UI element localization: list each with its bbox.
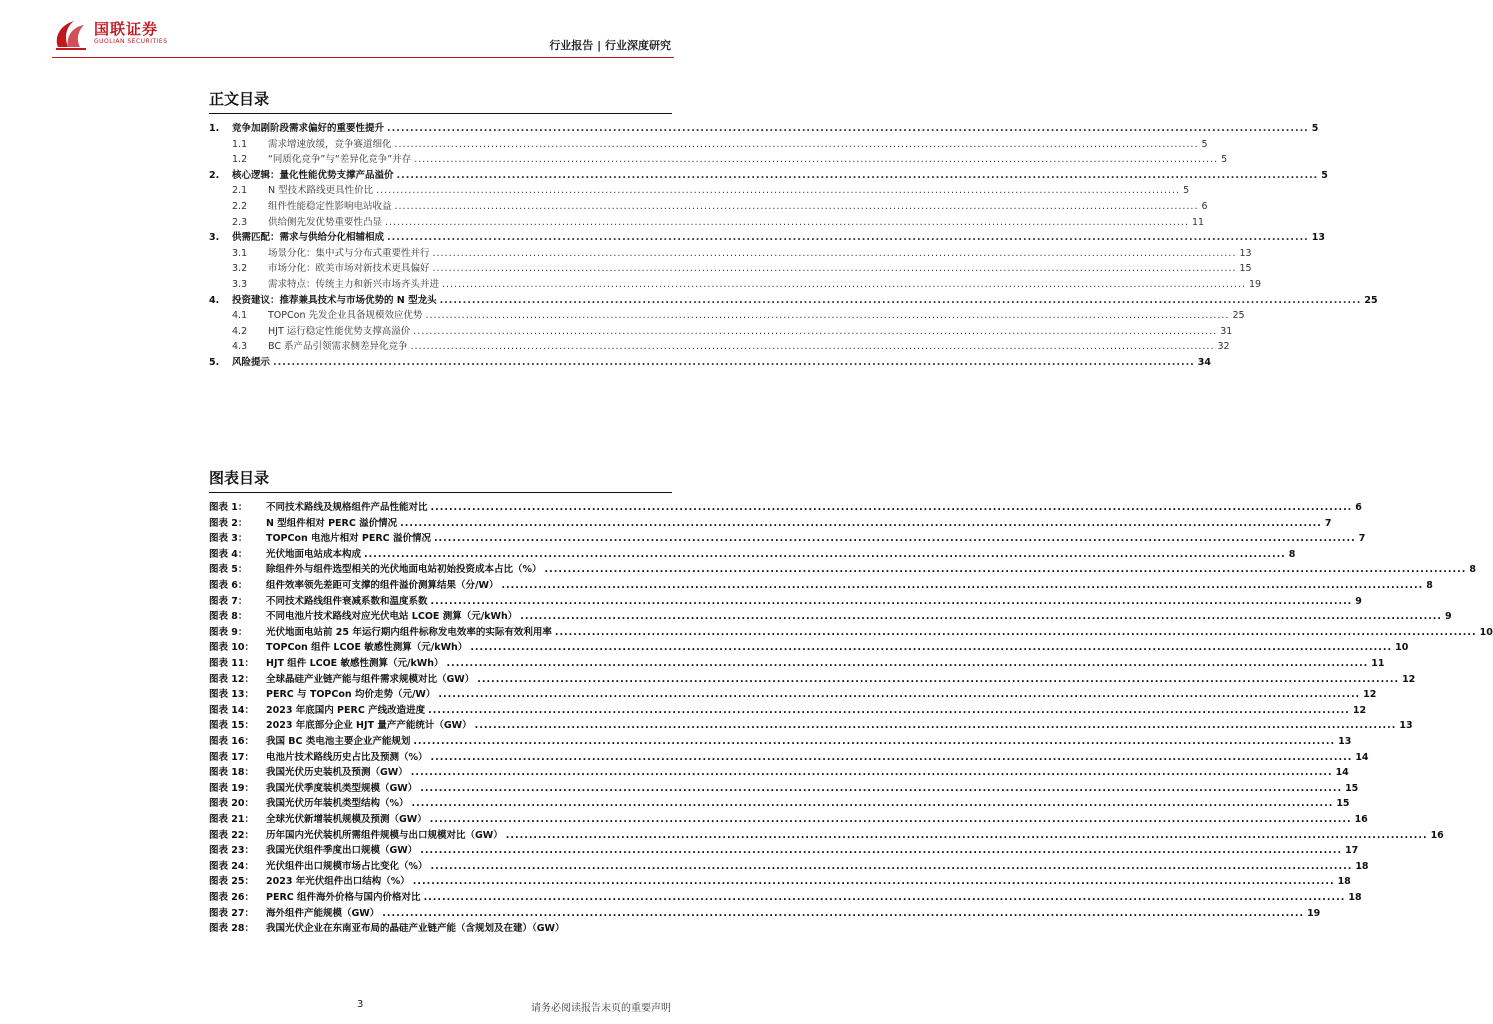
figure-entry[interactable] [209,609,1452,625]
dot-leader: ........................................................................................................................................................................................................ [420,845,1343,857]
toc-entry-page: 25 [1364,294,1378,306]
toc-entry-page: 11 [1191,216,1205,228]
figure-entry-number: 图表 18： [209,767,255,779]
figure-entry[interactable] [209,906,1321,922]
figure-entry-label: 2023 年底国内 PERC 产线改造进度 [266,704,426,716]
figure-entry-label: 光伏地面电站前 25 年运行期内组件标称发电效率的实际有效利用率 [266,626,552,638]
dot-leader: ........................................................................................................................................................................................................ [414,154,1219,166]
toc-entry[interactable] [232,152,1228,168]
figure-entry[interactable] [209,843,1359,859]
figure-entry[interactable] [209,750,1369,766]
toc-entry-number: 3. [209,232,220,244]
dot-leader: ........................................................................................................................................................................................................ [410,767,1333,779]
toc-entry-page: 31 [1220,325,1233,337]
toc-entry[interactable] [232,339,1230,355]
toc-entry[interactable] [232,199,1208,215]
figure-entry-label: 我国光伏组件季度出口规模（GW） [266,845,418,857]
figure-entry-label: 不同电池片技术路线对应光伏电站 LCOE 测算（元/kWh） [266,611,518,623]
figure-entry[interactable] [209,718,1413,734]
figure-entry[interactable] [209,672,1416,688]
figure-entry[interactable] [209,703,1367,719]
figure-entry-number: 图表 22： [209,829,255,841]
figure-entry-page: 18 [1355,860,1369,872]
figure-entry-number: 图表 13： [209,689,255,701]
toc-entry-page: 5 [1321,169,1328,181]
figures-title-rule [209,492,672,493]
dot-leader: ........................................................................................................................................................................................................ [520,611,1443,623]
figure-entry-page: 19 [1307,907,1321,919]
toc-entry-page: 13 [1311,232,1326,244]
figure-entry[interactable] [209,625,1493,641]
dot-leader: ........................................................................................................................................................................................................ [430,595,1353,607]
figure-entry-page: 9 [1355,595,1362,607]
header-divider [52,57,674,58]
toc-entry-number: 2. [209,169,220,181]
toc-entry[interactable] [232,246,1252,262]
figure-entry-number: 图表 1： [209,502,248,513]
figure-entry[interactable] [209,578,1433,594]
toc-entry-number: 1.2 [232,154,248,166]
figure-entry-number: 图表 5： [209,564,248,576]
figure-entry-label: 光伏地面电站成本构成 [266,548,362,560]
figure-entry-number: 图表 16： [209,736,255,747]
figure-entry-number: 图表 8： [209,611,248,623]
dot-leader: ........................................................................................................................................................................................................ [411,798,1334,810]
dot-leader: ........................................................................................................................................................................................................ [501,580,1424,591]
figure-entry-label: 我国光伏企业在东南亚布局的晶硅产业链产能（含规划及在建）（GW） [266,923,565,935]
figure-entry-label: 2023 年底部分企业 HJT 量产产能统计（GW） [266,720,472,732]
toc-entry-page: 5 [1201,138,1208,150]
figure-entry[interactable] [209,640,1409,656]
figure-entry-label: 不同技术路线组件衰减系数和温度系数 [266,595,428,607]
toc-entry-number: 4.2 [232,325,248,337]
dot-leader: ........................................................................................................................................................................................................ [423,892,1346,903]
figure-entry-label: 组件效率领先差距可支撑的组件溢价测算结果（分/W） [266,580,499,591]
figure-entry-page: 15 [1345,782,1359,794]
figure-entry-number: 图表 20： [209,798,255,810]
figure-entry-page: 8 [1469,564,1476,576]
figure-entry-page: 6 [1355,502,1362,513]
figure-entry-page: 10 [1395,642,1409,654]
figure-entry-page: 16 [1430,829,1444,841]
figure-entry[interactable] [209,890,1362,906]
figure-entry-page: 15 [1336,798,1350,810]
figure-entry[interactable] [209,828,1444,844]
figure-entry-label: 电池片技术路线历史占比及预测（%） [266,751,428,763]
toc-entry-label: 供给侧先发优势重要性凸显 [268,216,383,228]
figure-entry-page: 13 [1399,720,1413,732]
toc-entry-label: “同质化竞争”与“差异化竞争”并存 [268,154,412,166]
toc-entry-label: HJT 运行稳定性能优势支撑高溢价 [268,325,411,337]
dot-leader: ........................................................................................................................................................................................................ [430,860,1353,872]
toc-entry[interactable] [232,277,1262,293]
dot-leader: ........................................................................................................................................................................................................ [477,673,1400,685]
figure-entry-label: 2023 年光伏组件出口结构（%） [266,876,410,888]
dot-leader: ........................................................................................................................................................................................................ [442,279,1246,290]
figure-entry-page: 8 [1288,548,1296,560]
figure-entry-page: 7 [1358,533,1366,545]
figure-entry-label: 历年国内光伏装机所需组件规模与出口规模对比（GW） [266,829,503,841]
figure-entry-number: 图表 27： [209,907,255,919]
dot-leader: ........................................................................................................................................................................................................ [412,876,1335,888]
figure-entry-label: 不同技术路线及规格组件产品性能对比 [266,502,428,513]
toc-entry-label: 市场分化：欧美市场对新技术更具偏好 [268,263,430,275]
toc-entry[interactable] [209,355,1212,371]
toc-entry-label: 场景分化：集中式与分布式重要性并行 [268,247,430,259]
toc-entry-number: 5. [209,357,220,368]
figure-entry[interactable] [209,796,1350,812]
figure-entry-page: 12 [1402,673,1416,685]
figure-entry-number: 图表 14： [209,704,255,716]
figure-entry-number: 图表 9： [209,626,248,638]
report-type: 行业报告 | 行业深度研究 [549,39,671,52]
dot-leader: ........................................................................................................................................................................................................ [410,341,1215,353]
toc-entry-number: 2.2 [232,201,248,212]
figure-entry-page: 18 [1348,892,1362,903]
dot-leader: ........................................................................................................................................................................................................ [430,751,1353,763]
figure-entry-label: PERC 与 TOPCon 均价走势（元/W） [266,689,436,701]
figure-entry-page: 8 [1426,580,1433,591]
toc-entry-label: 核心逻辑：量化性能优势支撑产品溢价 [232,169,394,181]
dot-leader: ........................................................................................................................................................................................................ [400,517,1322,529]
figure-entry[interactable] [209,859,1369,875]
page-header [0,0,724,62]
figure-entry-label: 全球光伏新增装机规模及预测（GW） [266,814,427,825]
toc-entry[interactable] [209,230,1326,246]
figure-entry-number: 图表 25： [209,876,255,888]
dot-leader: ........................................................................................................................................................................................................ [429,814,1352,825]
figure-entry-page: 7 [1324,517,1332,529]
figure-entry-number: 图表 10： [209,642,255,654]
figure-entry-page: 12 [1363,689,1377,701]
toc-entry[interactable] [209,121,1319,137]
toc-title-rule [209,113,672,114]
figure-entry-number: 图表 17： [209,751,255,763]
figure-entry-number: 图表 6： [209,580,248,591]
dot-leader: ........................................................................................................................................................................................................ [474,720,1397,732]
figure-entry-number: 图表 3： [209,533,248,545]
toc-entry-number: 3.2 [232,263,248,275]
toc-entry-label: 供需匹配：需求与供给分化相辅相成 [232,232,385,244]
toc-entry-number: 3.3 [232,279,248,290]
page-number: 3 [357,999,364,1010]
dot-leader: ........................................................................................................................................................................................................ [394,201,1199,212]
figure-entry-page: 17 [1345,845,1359,857]
logo-text: 国联证券 [94,20,159,38]
figure-entry[interactable] [209,781,1359,797]
figure-entry[interactable] [209,516,1332,532]
dot-leader: ........................................................................................................................................................................................................ [394,138,1199,150]
figure-entry[interactable] [209,687,1377,703]
toc-entry-number: 2.3 [232,216,248,228]
dot-leader: ........................................................................................................................................................................................................ [544,564,1467,576]
dot-leader: ........................................................................................................................................................................................................ [382,907,1305,919]
toc-entry-page: 5 [1183,185,1190,197]
figure-entry-label: TOPCon 电池片相对 PERC 溢价情况 [266,533,431,545]
figure-entry[interactable] [209,547,1296,563]
dot-leader: ........................................................................................................................................................................................................ [446,658,1369,669]
figure-entry-number: 图表 11： [209,658,255,669]
toc-entry-page: 5 [1221,154,1228,166]
figure-entry-number: 图表 26： [209,892,255,903]
figure-entry-page: 18 [1337,876,1351,888]
dot-leader: ........................................................................................................................................................................................................ [432,247,1237,259]
dot-leader: ........................................................................................................................................................................................................ [432,263,1237,275]
figure-entry-page: 11 [1371,658,1385,669]
figure-entry[interactable] [209,812,1368,828]
figure-entry[interactable] [209,765,1349,781]
dot-leader: ........................................................................................................................................................................................................ [364,548,1286,560]
figure-entry[interactable] [209,734,1352,750]
toc-entry-number: 4.3 [232,341,248,353]
figure-entry-label: 海外组件产能规模（GW） [266,907,380,919]
toc-title: 正文目录 [209,90,270,108]
toc-entry-label: 组件性能稳定性影响电站收益 [268,201,392,212]
figure-entry-label: 全球晶硅产业链产能与组件需求规模对比（GW） [266,673,475,685]
figure-entry-label: 我国光伏季度装机类型规模（GW） [266,782,418,794]
figure-entry-label: 光伏组件出口规模市场占比变化（%） [266,860,428,872]
figure-entry-label: TOPCon 组件 LCOE 敏感性测算（元/kWh） [266,642,468,654]
figure-entry-number: 图表 21： [209,814,255,825]
figure-entry-label: 我国光伏历史装机及预测（GW） [266,767,408,779]
dot-leader: ........................................................................................................................................................................................................ [505,829,1428,841]
figure-entry-page: 14 [1335,767,1349,779]
figure-entry[interactable] [209,594,1362,610]
dot-leader: ........................................................................................................................................................................................................ [554,626,1477,638]
toc-entry-page: 15 [1239,263,1252,275]
dot-leader: ........................................................................................................................................................................................................ [387,232,1309,244]
toc-entry-page: 5 [1311,123,1319,134]
dot-leader: ........................................................................................................................................................................................................ [438,689,1361,701]
logo-subtext: GUOLIAN SECURITIES [94,38,168,45]
figures-title: 图表目录 [209,469,270,487]
toc-entry-page: 34 [1197,357,1212,368]
toc-entry-label: N 型技术路线更具性价比 [268,185,374,197]
figure-entry-number: 图表 2： [209,517,248,529]
dot-leader: ........................................................................................................................................................................................................ [420,782,1343,794]
toc-entry[interactable] [209,168,1328,184]
toc-entry-number: 4. [209,294,220,306]
figure-entry-number: 图表 12： [209,673,255,685]
toc-entry-label: 需求特点：传统主力和新兴市场齐头并进 [268,279,440,290]
figure-entry-page: 16 [1354,814,1368,825]
figure-entry-label: PERC 组件海外价格与国内价格对比 [266,892,421,903]
toc-entry[interactable] [232,137,1208,153]
toc-entry-label: 投资建议：推荐兼具技术与市场优势的 N 型龙头 [232,294,437,306]
toc-entry-page: 6 [1201,201,1208,212]
dot-leader: ........................................................................................................................................................................................................ [433,533,1356,545]
figure-entry[interactable] [209,921,672,937]
dot-leader: ........................................................................................................................................................................................................ [387,123,1309,134]
figure-entry-label: HJT 组件 LCOE 敏感性测算（元/kWh） [266,658,444,669]
dot-leader: ........................................................................................................................................................................................................ [430,502,1353,513]
toc-entry-label: 需求增速放缓，竞争赛道细化 [268,138,392,150]
toc-entry-number: 1.1 [232,138,248,150]
dot-leader: ........................................................................................................................................................................................................ [413,736,1336,747]
toc-entry-number: 1. [209,123,220,134]
figure-entry-number: 图表 7： [209,595,248,607]
toc-entry-page: 32 [1217,341,1230,353]
toc-entry-number: 3.1 [232,247,248,259]
figure-entry[interactable] [209,874,1351,890]
figure-entry-label: 我国 BC 类电池主要企业产能规划 [266,736,411,747]
figure-entry-number: 图表 24： [209,860,255,872]
figure-entry-page: 10 [1479,626,1493,638]
toc-entry-number: 4.1 [232,310,248,322]
figure-entry[interactable] [209,656,1385,672]
toc-entry[interactable] [232,215,1205,231]
figure-entry-page: 12 [1352,704,1367,716]
figure-entry-page: 13 [1338,736,1352,747]
toc-entry-label: 竞争加剧阶段需求偏好的重要性提升 [232,123,385,134]
toc-entry[interactable] [232,308,1245,324]
footer-disclaimer: 请务必阅读报告末页的重要声明 [531,1003,671,1014]
toc-entry-page: 25 [1232,310,1245,322]
toc-entry-label: TOPCon 先发企业具备规模效应优势 [268,310,423,322]
toc-entry[interactable] [209,293,1378,309]
dot-leader: ........................................................................................................................................................................................................ [273,357,1195,368]
figure-entry-page: 14 [1355,751,1369,763]
toc-entry[interactable] [232,324,1233,340]
figure-entry-number: 图表 15： [209,720,255,732]
figure-entry-number: 图表 19： [209,782,255,794]
dot-leader: ........................................................................................................................................................................................................ [385,216,1189,228]
toc-entry-label: BC 系产品引领需求侧差异化竞争 [268,341,408,353]
figure-entry-number: 图表 28： [209,923,255,935]
figure-entry-label: N 型组件相对 PERC 溢价情况 [266,517,398,529]
figure-entry[interactable] [209,531,1366,547]
figure-entry-page: 9 [1445,611,1452,623]
dot-leader: ........................................................................................................................................................................................................ [376,185,1181,197]
dot-leader: ........................................................................................................................................................................................................ [396,169,1319,181]
toc-entry-label: 风险提示 [232,357,271,368]
toc-entry[interactable] [232,183,1190,199]
figure-entry[interactable] [209,500,1362,516]
toc-entry[interactable] [232,261,1252,277]
figure-entry-number: 图表 4： [209,548,248,560]
figure-entry-number: 图表 23： [209,845,255,857]
toc-entry-page: 13 [1239,247,1252,259]
dot-leader: ........................................................................................................................................................................................................ [413,325,1218,337]
dot-leader: ........................................................................................................................................................................................................ [428,704,1350,716]
figure-entry-label: 我国光伏历年装机类型结构（%） [266,798,409,810]
figure-entry-label: 除组件外与组件选型相关的光伏地面电站初始投资成本占比（%） [266,564,542,576]
dot-leader: ........................................................................................................................................................................................................ [439,294,1362,306]
dot-leader: ........................................................................................................................................................................................................ [470,642,1393,654]
toc-entry-number: 2.1 [232,185,248,197]
dot-leader: ........................................................................................................................................................................................................ [425,310,1230,322]
toc-entry-page: 19 [1248,279,1262,290]
figure-entry[interactable] [209,562,1476,578]
